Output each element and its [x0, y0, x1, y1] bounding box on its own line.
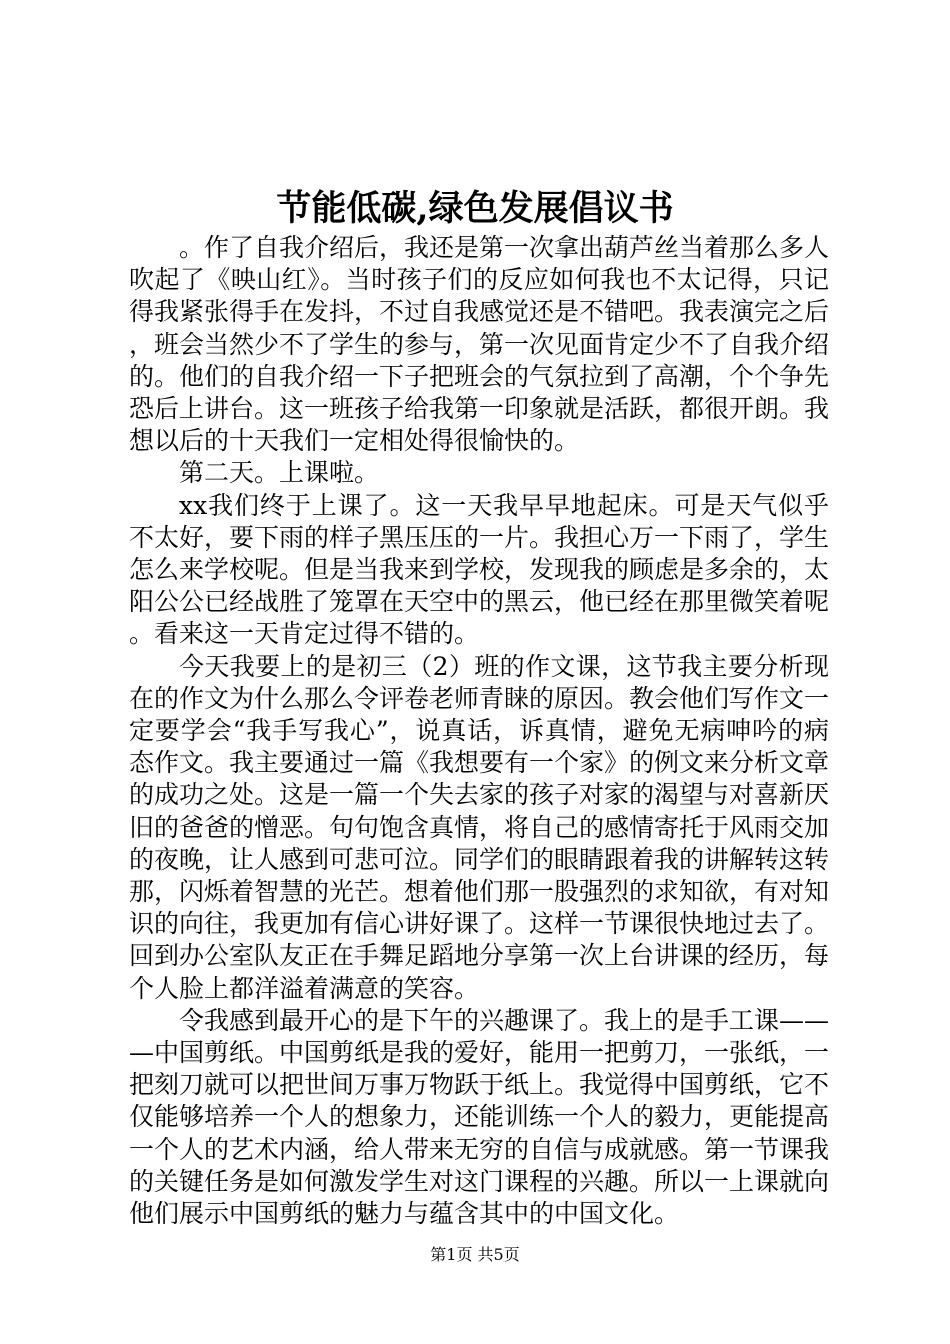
paragraph: 令我感到最开心的是下午的兴趣课了。我上的是手工课———中国剪纸。中国剪纸是我的爱好，能用一把剪刀，一张纸，一把刻刀就可以把世间万事万物跃于纸上。我觉得中国剪纸，它不仅能够培养一个人的想象力，还能训练一个人的毅力，更能提高一个人的艺术内涵，给人带来无穷的自信与成就感。第一节课我的关键任务是如何激发学生对这门课程的兴趣。所以一上课就向他们展示中国剪纸的魅力与蕴含其中的中国文化。 [129, 1005, 830, 1229]
paragraph: 第二天。上课啦。 [179, 458, 380, 488]
page-number-footer: 第1页 共5页 [430, 1245, 520, 1264]
paragraph: xx我们终于上课了。这一天我早早地起床。可是天气似乎不太好，要下雨的样子黑压压的一片。我担心万一下雨了，学生怎么来学校呢。但是当我来到学校，发现我的顾虑是多余的，太阳公公已经战胜了笼罩在天空中的黑云，他已经在那里微笑着呢。看来这一天肯定过得不错的。 [129, 490, 830, 649]
document-title: 节能低碳,绿色发展倡议书 [276, 188, 674, 229]
document-body [129, 232, 829, 1230]
paragraph: 。作了自我介绍后，我还是第一次拿出葫芦丝当着那么多人吹起了《映山红》。当时孩子们的反应如何我也不太记得，只记得我紧张得手在发抖，不过自我感觉还是不错吧。我表演完之后，班会当然少不了学生的参与，第一次见面肯定少不了自我介绍的。他们的自我介绍一下子把班会的气氛拉到了高潮，个个争先恐后上讲台。这一班孩子给我第一印象就是活跃，都很开朗。我想以后的十天我们一定相处得很愉快的。 [129, 233, 830, 456]
paragraph: 今天我要上的是初三（2）班的作文课，这节我主要分析现在的作文为什么那么令评卷老师青睐的原因。教会他们写作文一定要学会“我手写我心”，说真话，诉真情，避免无病呻吟的病态作文。我主要通过一篇《我想要有一个家》的例文来分析文章的成功之处。这是一篇一个失去家的孩子对家的渴望与对喜新厌旧的爸爸的憎恶。句句饱含真情，将自己的感情寄托于风雨交加的夜晚，让人感到可悲可泣。同学们的眼睛跟着我的讲解转这转那，闪烁着智慧的光芒。想着他们那一股强烈的求知欲，有对知识的向往，我更加有信心讲好课了。这样一节课很快地过去了。回到办公室队友正在手舞足蹈地分享第一次上台讲课的经历，每个人脸上都洋溢着满意的笑容。 [129, 651, 830, 1003]
